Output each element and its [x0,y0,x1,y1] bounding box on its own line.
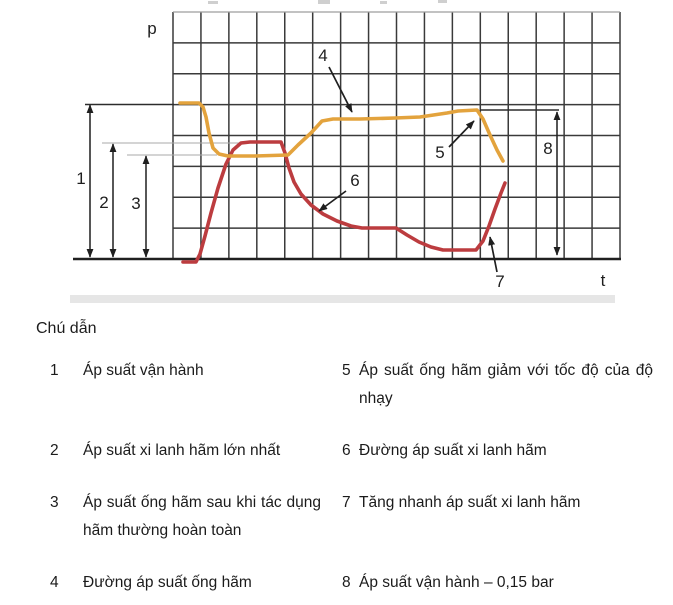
dimension-label-1: 1 [76,169,86,188]
grid-lines [73,12,621,259]
dimension-label-3: 3 [131,194,141,213]
legend-item-number: 6 [342,442,351,459]
callout-label-7: 7 [495,272,505,291]
legend-item-number: 8 [342,574,351,591]
callout-arrows [319,67,497,272]
pressure-axis-label: p [147,19,157,38]
legend-item-number: 3 [50,494,59,511]
legend-item-text: Áp suất ống hãm giảm với tốc độ của độ nhạy [359,362,653,407]
legend-item-number: 2 [50,442,59,459]
time-axis-label: t [600,271,606,290]
legend-item-number: 1 [50,362,59,379]
legend-item-number: 4 [50,574,59,591]
dimension-label-2: 2 [99,193,109,212]
legend-item-text: Đường áp suất ống hãm [83,574,252,591]
callout-label-6: 6 [350,171,360,190]
legend-item-text: Áp suất ống hãm sau khi tác dụng hãm thường hoàn toàn [83,494,321,539]
legend-item-number: 5 [342,362,351,379]
legend-item-text: Đường áp suất xi lanh hãm [359,442,547,459]
legend-item-number: 7 [342,494,351,511]
callout-label-5: 5 [435,143,445,162]
legend-item-text: Áp suất vận hành [83,362,204,379]
legend [45,357,653,597]
legend-title: Chú dẫn [36,320,97,337]
legend-item-text: Áp suất xi lanh hãm lớn nhất [83,442,281,459]
scan-artifact [70,0,615,303]
callout-arrow-6 [319,191,346,211]
legend-item-text: Tăng nhanh áp suất xi lanh hãm [359,494,581,511]
brake-cylinder-pressure-curve [183,142,505,262]
callout-arrow-7 [490,237,497,272]
callout-label-4: 4 [318,46,328,65]
dimension-label-8: 8 [543,139,553,158]
legend-item-text: Áp suất vận hành – 0,15 bar [359,574,554,591]
